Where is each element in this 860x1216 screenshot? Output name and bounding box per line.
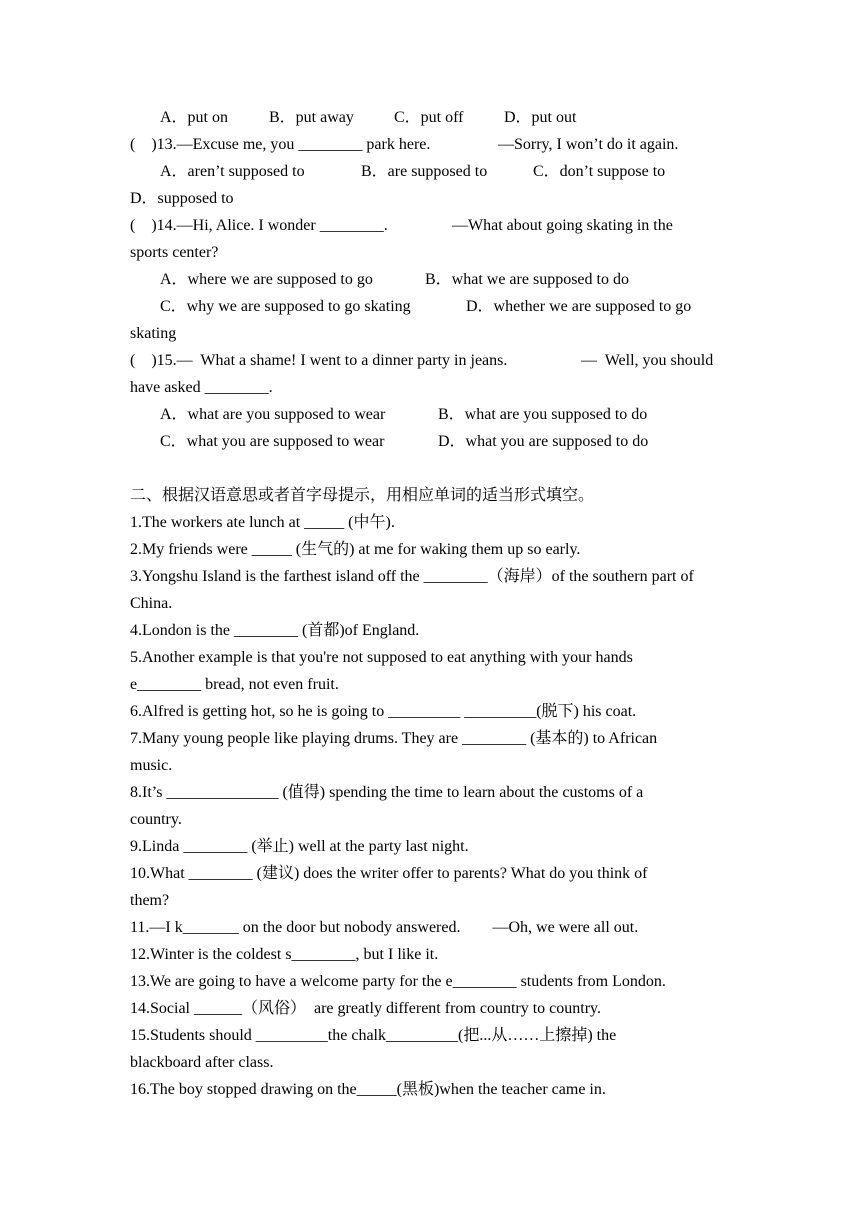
q13-stem-question: ( )13.—Excuse me, you ________ park here. [130,136,431,153]
q15-options-row2 [160,428,740,455]
q13-option-c: C．don’t suppose to [533,163,666,180]
fill-line: 8.It’s ______________ (值得) spending the time to learn about the customs of a [130,784,644,801]
q14-option-b: B．what we are supposed to do [425,271,629,288]
q12-option-d: D．put out [504,109,577,126]
q15-option-d: D．what you are supposed to do [438,433,649,450]
q14-options-row1 [160,266,740,293]
q14-stem-response: —What about going skating in the [452,217,673,234]
q12-option-a: A．put on [160,109,229,126]
fill-line: 4.London is the ________ (首都)of England. [130,622,420,639]
fill-line: 9.Linda ________ (举止) well at the party last night. [130,838,469,855]
fill-line: China. [130,595,173,612]
q13-options [160,158,740,185]
q13-stem-response: —Sorry, I won’t do it again. [498,136,679,153]
section-heading: 二、根据汉语意思或者首字母提示，用相应单词的适当形式填空。 [130,487,595,504]
fill-line: e________ bread, not even fruit. [130,676,339,693]
q12-option-c: C．put off [394,109,464,126]
q12-options [160,104,740,131]
fill-line: 6.Alfred is getting hot, so he is going to _________ _________(脱下) his coat. [130,703,637,720]
q13-option-b: B．are supposed to [361,163,488,180]
q13-stem [130,131,740,158]
q15-options-row1 [160,401,740,428]
fill-line: 14.Social ______（风俗） are greatly different from country to country. [130,1000,601,1017]
q14-options-row2 [160,293,740,320]
fill-line: 7.Many young people like playing drums. They are ________ (基本的) to African [130,730,658,747]
q15-option-b: B．what are you supposed to do [438,406,648,423]
q14-stem [130,212,740,239]
q14-stem-question: ( )14.—Hi, Alice. I wonder ________. [130,217,388,234]
q14-option-continued: skating [130,325,177,342]
q12-option-b: B．put away [269,109,354,126]
q14-stem-continued: sports center? [130,244,219,261]
fill-line: blackboard after class. [130,1054,274,1071]
q14-option-a: A．where we are supposed to go [160,271,373,288]
fill-line: country. [130,811,182,828]
q15-stem-continued: have asked ________. [130,379,273,396]
fill-line: them? [130,892,170,909]
fill-line: 1.The workers ate lunch at _____ (中午). [130,514,395,531]
q15-option-a: A．what are you supposed to wear [160,406,386,423]
q14-option-c: C．why we are supposed to go skating [160,298,411,315]
fill-line: 12.Winter is the coldest s________, but I like it. [130,946,439,963]
q15-option-c: C．what you are supposed to wear [160,433,385,450]
fill-line: 5.Another example is that you're not supposed to eat anything with your hands [130,649,633,666]
q13-option-a: A．aren’t supposed to [160,163,305,180]
q13-option-d: D．supposed to [130,190,234,207]
fill-line: music. [130,757,173,774]
q15-stem-response: — Well, you should [581,352,714,369]
q14-option-d: D．whether we are supposed to go [466,298,692,315]
fill-line: 3.Yongshu Island is the farthest island off the ________（海岸）of the southern part of [130,568,694,585]
fill-line: 13.We are going to have a welcome party for the e________ students from London. [130,973,666,990]
fill-line: 16.The boy stopped drawing on the_____(黑板)when the teacher came in. [130,1081,606,1098]
fill-line: 11.—I k_______ on the door but nobody answered. —Oh, we were all out. [130,919,639,936]
fill-line: 2.My friends were _____ (生气的) at me for waking them up so early. [130,541,581,558]
fill-line: 15.Students should _________the chalk_________(把...从……上擦掉) the [130,1027,617,1044]
q15-stem [130,347,740,374]
fill-line: 10.What ________ (建议) does the writer offer to parents? What do you think of [130,865,648,882]
q15-stem-question: ( )15.— What a shame! I went to a dinner party in jeans. [130,352,508,369]
